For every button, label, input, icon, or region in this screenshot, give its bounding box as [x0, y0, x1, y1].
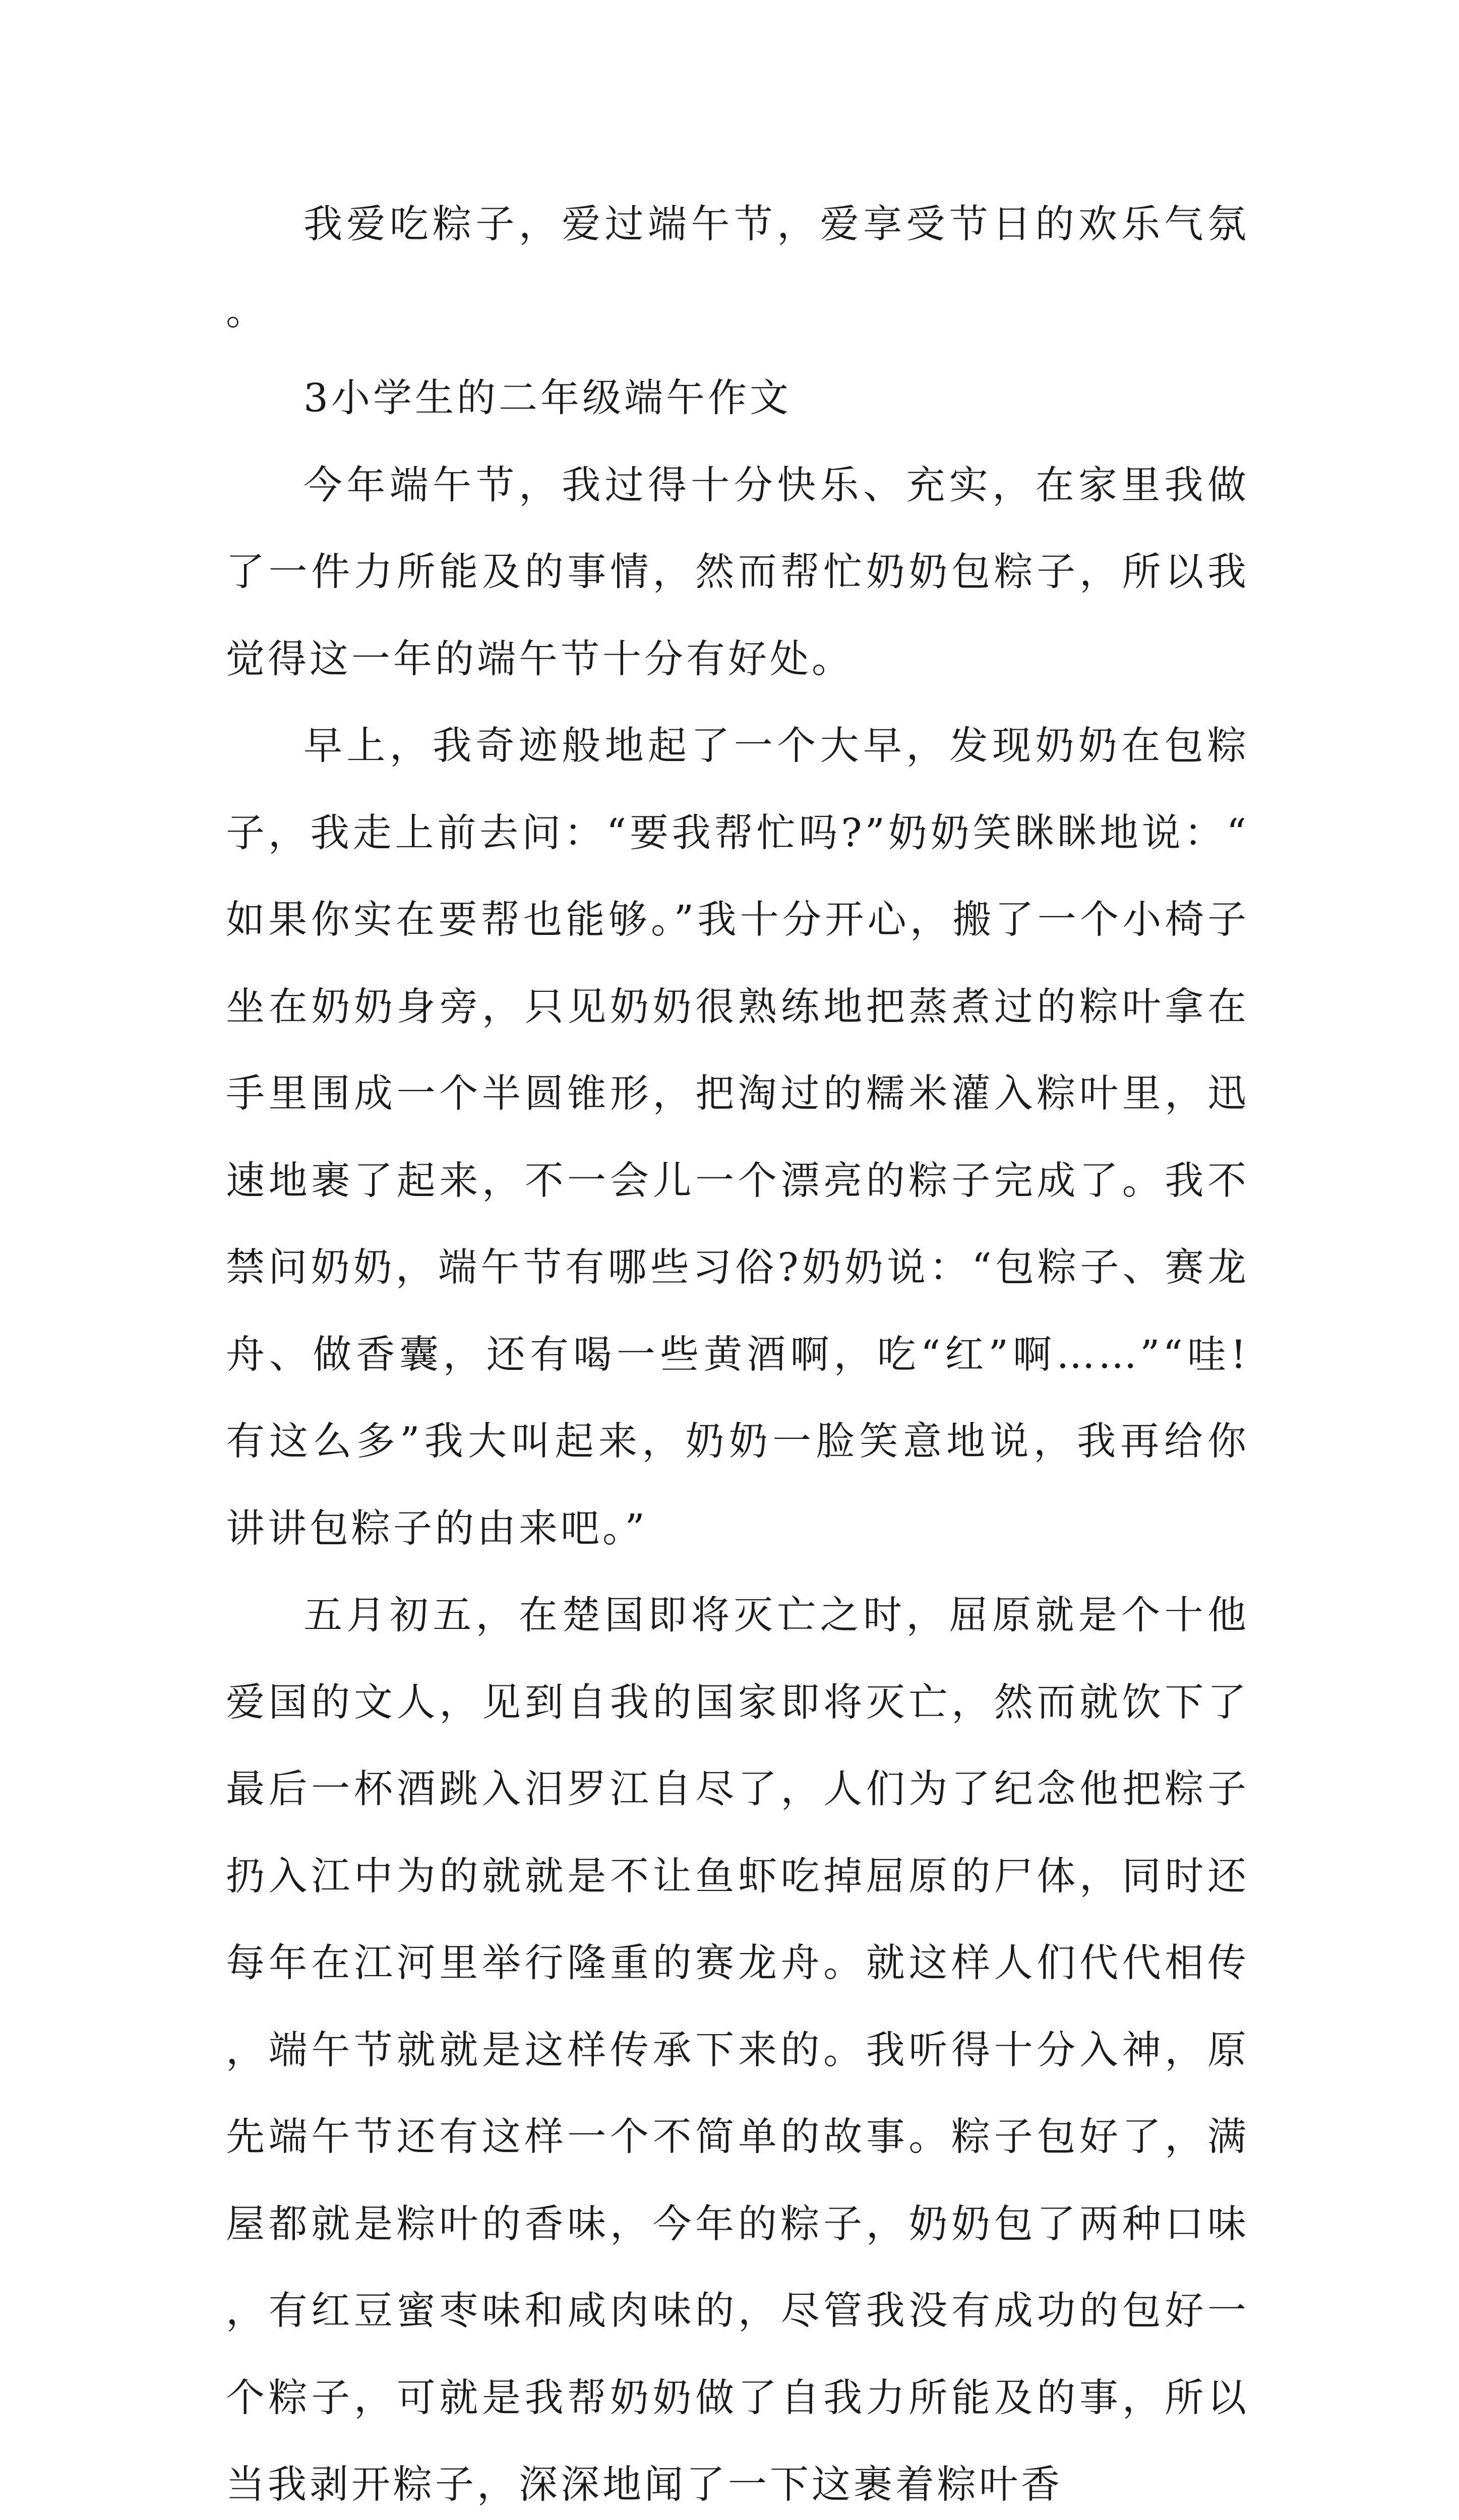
paragraph-intro: 今年端午节，我过得十分快乐、充实，在家里我做了一件力所能及的事情，然而帮忙奶奶包粽子，所以我觉得这一年的端午节十分有好处。 — [226, 463, 1249, 682]
paragraph-qu-yuan-story: 五月初五，在楚国即将灭亡之时，屈原就是个十他爱国的文人，见到自我的国家即将灭亡，然而就饮下了最后一杯酒跳入汨罗江自尽了，人们为了纪念他把粽子扔入江中为的就就是不让鱼虾吃掉屈原的尸体，同时还每年在江河里举行隆重的赛龙舟。就这样人们代代相传，端午节就就是这样传承下来的。我听得十分入神，原先端午节还有这样一个不简单的故事。粽子包好了，满屋都就是粽叶的香味，今年的粽子，奶奶包了两种口味，有红豆蜜枣味和咸肉味的，尽管我没有成功的包好一个粽子，可就是我帮奶奶做了自我力所能及的事，所以当我剥开粽子，深深地闻了一下这裹着粽叶香 — [226, 1593, 1249, 2507]
paragraph-closing-line: 我爱吃粽子，爱过端午节，爱享受节日的欢乐气氛。 — [226, 202, 1249, 334]
document-body — [226, 181, 1249, 2520]
paragraph-morning: 早上，我奇迹般地起了一个大早，发现奶奶在包粽子，我走上前去问：“要我帮忙吗?”奶奶笑眯眯地说：“如果你实在要帮也能够。”我十分开心，搬了一个小椅子坐在奶奶身旁，只见奶奶很熟练地把蒸煮过的粽叶拿在手里围成一个半圆锥形，把淘过的糯米灌入粽叶里，迅速地裹了起来，不一会儿一个漂亮的粽子完成了。我不禁问奶奶，端午节有哪些习俗?奶奶说：“包粽子、赛龙舟、做香囊，还有喝一些黄酒啊，吃“红”啊……”“哇!有这么多”我大叫起来，奶奶一脸笑意地说，我再给你讲讲包粽子的由来吧。” — [226, 724, 1249, 1551]
essay-heading: 3小学生的二年级端午作文 — [303, 376, 792, 421]
